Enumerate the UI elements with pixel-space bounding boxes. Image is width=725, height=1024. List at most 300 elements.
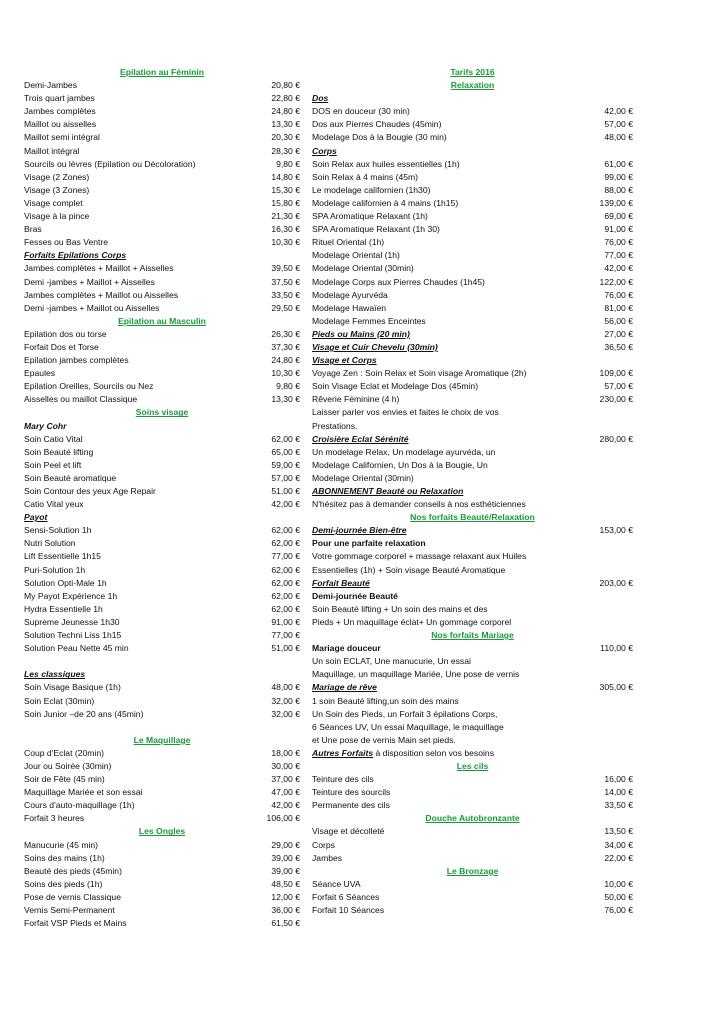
section-heading (24, 406, 300, 419)
price-row (24, 131, 300, 144)
service-price: 10,30 € (271, 368, 300, 379)
price-row (24, 380, 300, 393)
section-heading-text: Epilation au Masculin (118, 315, 206, 326)
section-heading-text: Le Maquillage (133, 734, 191, 745)
service-name: Visage et décolleté (312, 826, 385, 837)
service-name: Soin Visage Basique (1h) (24, 682, 121, 693)
price-row (24, 695, 300, 708)
service-price: 65,00 € (271, 446, 300, 457)
service-price: 33,50 € (604, 800, 633, 811)
service-name: Modelage Dos à la Bougie (30 min) (312, 132, 447, 143)
service-name: Essentielles (1h) + Soin visage Beauté Aromatique (312, 564, 506, 575)
price-row (312, 171, 633, 184)
service-price: 50,00 € (604, 891, 633, 902)
note-title: Autres Forfaits (312, 747, 374, 758)
service-name: Modelage Californien, Un Dos à la Bougie, Un (312, 459, 488, 470)
service-name: Séance UVA (312, 878, 361, 889)
service-price: 32,00 € (271, 708, 300, 719)
service-price: 62,00 € (271, 577, 300, 588)
price-row (312, 839, 633, 852)
price-row (312, 616, 633, 629)
service-name: Modelage Oriental (1h) (312, 250, 400, 261)
service-name: et Une pose de vernis Main set pieds. (312, 734, 456, 745)
service-price: 59,00 € (271, 459, 300, 470)
subsection-title-text: Pour une parfaite relaxation (312, 538, 426, 549)
price-row (312, 158, 633, 171)
service-name: Forfait 10 Séances (312, 905, 385, 915)
price-row (24, 197, 300, 210)
price-row (24, 262, 300, 275)
section-heading-text: Nos forfaits Mariage (431, 630, 514, 641)
section-heading (24, 315, 300, 328)
service-name: Beauté des pieds (45min) (24, 865, 122, 876)
price-row (24, 786, 300, 799)
service-name: Mariage douceur (312, 643, 381, 654)
price-row (312, 184, 633, 197)
service-price: 10,00 € (604, 878, 633, 889)
section-heading (24, 734, 300, 747)
price-row (24, 865, 300, 878)
service-price: 91,00 € (271, 616, 300, 627)
service-name: Jambes complètes (24, 106, 96, 117)
service-name: Soin Contour des yeux Age Repair (24, 486, 156, 496)
service-name: Manucurie (45 min) (24, 839, 99, 850)
service-name: Soin Catio Vital (24, 433, 83, 444)
service-name: Modelage Femmes Enceintes (312, 315, 426, 326)
service-name: Maillot ou aisselles (24, 119, 97, 130)
service-name: Soir de Fête (45 min) (24, 774, 105, 785)
service-name: Lift Essentielle 1h15 (24, 551, 101, 562)
service-name: Catio Vital yeux (24, 499, 84, 510)
price-row (24, 341, 300, 354)
price-row (312, 564, 633, 577)
service-name: Permanente des cils (312, 800, 390, 811)
price-row (312, 262, 633, 275)
service-name: Pose de vernis Classique (24, 891, 121, 902)
service-name: Croisière Eclat Sérénité (312, 433, 409, 444)
service-name: Soin Junior –de 20 ans (45min) (24, 708, 144, 719)
service-price: 16,00 € (604, 774, 633, 785)
price-row (24, 917, 300, 930)
service-name: Nutri Solution (24, 538, 76, 549)
price-row (312, 642, 633, 655)
price-row (312, 577, 633, 590)
service-price: 91,00 € (604, 224, 633, 235)
section-heading (312, 812, 633, 825)
service-name: Modelage Ayurvéda (312, 289, 388, 300)
service-price: 56,00 € (604, 315, 633, 326)
subsection-title-text: Les classiques (24, 669, 86, 680)
price-row (24, 289, 300, 302)
service-name: Modelage californien à 4 mains (1h15) (312, 197, 459, 208)
section-heading-text: Le Bronzage (446, 865, 499, 876)
left-price-column (24, 66, 300, 930)
service-name: Demi-Jambes (24, 80, 78, 91)
section-heading-text: Soins visage (135, 407, 189, 418)
price-row (24, 433, 300, 446)
service-name: Soin Visage Eclat et Modelage Dos (45min) (312, 381, 479, 392)
section-heading (312, 629, 633, 642)
service-name: Maillot semi intégral (24, 132, 100, 143)
price-row (312, 420, 633, 433)
section-heading-text: Les cils (456, 760, 489, 771)
service-price: 10,30 € (271, 237, 300, 248)
service-name: Trois quart jambes (24, 93, 95, 104)
service-price: 18,00 € (271, 747, 300, 758)
price-row (24, 276, 300, 289)
price-row (24, 210, 300, 223)
price-row (24, 354, 300, 367)
section-heading-text: Epilation au Féminin (119, 67, 205, 77)
subsection-title-text: Visage et Corps (312, 355, 377, 366)
service-price: 42,00 € (604, 106, 633, 117)
service-price: 26,30 € (271, 328, 300, 339)
subsection-title-text: Corps (312, 145, 337, 156)
service-name: Modelage Hawaïen (312, 302, 387, 313)
service-name: Soin Eclat (30min) (24, 695, 95, 706)
service-name: Un modelage Relax, Un modelage ayurvéda, un (312, 446, 496, 457)
service-price: 77,00 € (604, 250, 633, 261)
service-name: Coup d'Eclat (20min) (24, 747, 104, 758)
subsection-title (312, 590, 633, 603)
service-name: Bras (24, 224, 42, 235)
price-row (24, 485, 300, 498)
service-name: Maquillage, un maquillage Mariée, Une pose de vernis (312, 669, 520, 680)
service-price: 305,00 € (599, 682, 633, 693)
price-row (24, 747, 300, 760)
price-row (312, 105, 633, 118)
price-row (24, 118, 300, 131)
service-name: Corps (312, 839, 335, 850)
service-name: Un soin ECLAT, Une manucurie, Un essai (312, 656, 471, 667)
service-price: 88,00 € (604, 184, 633, 195)
service-price: 76,00 € (604, 905, 633, 915)
service-price: 16,30 € (271, 224, 300, 235)
price-row (24, 446, 300, 459)
price-row (312, 721, 633, 734)
service-price: 37,50 € (271, 276, 300, 287)
service-name: Fesses ou Bas Ventre (24, 237, 109, 248)
price-row (312, 708, 633, 721)
service-price: 99,00 € (604, 171, 633, 182)
subsection-title-text: Mary Cohr (24, 420, 67, 431)
price-row (24, 472, 300, 485)
service-price: 77,00 € (271, 630, 300, 641)
service-name: Visage (3 Zones) (24, 184, 90, 195)
price-row (24, 223, 300, 236)
service-price: 57,00 € (604, 381, 633, 392)
service-name: Le modelage californien (1h30) (312, 184, 431, 195)
service-name: Maquillage Mariée et son essai (24, 787, 143, 798)
service-price: 9,80 € (276, 381, 300, 392)
price-row (24, 708, 300, 721)
right-price-column (312, 66, 633, 917)
price-row (312, 524, 633, 537)
service-price: 139,00 € (599, 197, 633, 208)
section-heading (24, 825, 300, 838)
subsection-title-text: Payot (24, 512, 48, 523)
service-name: 6 Séances UV, Un essai Maquillage, le maquillage (312, 721, 504, 732)
service-name: Sensi-Solution 1h (24, 525, 92, 536)
service-name: Soin Beauté aromatique (24, 472, 117, 483)
price-row (24, 302, 300, 315)
price-row (24, 642, 300, 655)
service-price: 62,00 € (271, 590, 300, 601)
service-name: Prestations. (312, 420, 358, 431)
section-heading-text: Douche Autobronzante (425, 813, 520, 824)
service-name: Votre gommage corporel + massage relaxant aux Huiles (312, 551, 527, 562)
service-name: Dos aux Pierres Chaudes (45min) (312, 119, 442, 130)
service-price: 36,00 € (271, 905, 300, 915)
service-price: 48,00 € (604, 132, 633, 143)
service-name: Supreme Jeunesse 1h30 (24, 616, 120, 627)
price-row (24, 550, 300, 563)
service-price: 15,30 € (271, 184, 300, 195)
price-row (312, 550, 633, 563)
service-price: 24,80 € (271, 106, 300, 117)
service-name: Laisser parler vos envies et faites le choix de vos (312, 407, 499, 418)
price-row (312, 223, 633, 236)
service-name: Soin Beauté lifting + Un soin des mains et des (312, 603, 488, 614)
service-name: Visage et Cuir Chevelu (30min) (312, 341, 438, 352)
price-row (312, 904, 633, 917)
price-row (312, 799, 633, 812)
price-row (24, 590, 300, 603)
price-row (312, 668, 633, 681)
service-price: 62,00 € (271, 433, 300, 444)
service-price: 81,00 € (604, 302, 633, 313)
price-row (312, 118, 633, 131)
price-row (312, 825, 633, 838)
service-price: 110,00 € (600, 643, 633, 654)
service-name: Aisselles ou maillot Classique (24, 394, 138, 405)
price-row (24, 812, 300, 825)
subsection-title (24, 249, 300, 262)
service-name: Jour ou Soirée (30min) (24, 760, 112, 771)
service-name: Sourcils ou lèvres (Epilation ou Décoloration) (24, 158, 196, 169)
service-price: 62,00 € (271, 603, 300, 614)
service-price: 61,00 € (604, 158, 633, 169)
service-price: 37,00 € (271, 774, 300, 785)
service-price: 51,00 € (271, 643, 300, 654)
service-price: 69,00 € (604, 211, 633, 222)
price-row (312, 603, 633, 616)
price-row (24, 498, 300, 511)
price-row (312, 852, 633, 865)
service-name: Soins des pieds (1h) (24, 878, 103, 889)
service-price: 21,30 € (271, 211, 300, 222)
service-price: 39,00 € (271, 865, 300, 876)
service-name: Soin Beauté lifting (24, 446, 94, 457)
price-row (312, 459, 633, 472)
service-price: 122,00 € (599, 276, 633, 287)
service-price: 27,00 € (604, 328, 633, 339)
price-row (312, 236, 633, 249)
price-row (24, 393, 300, 406)
service-name: Jambes complètes + Maillot + Aisselles (24, 263, 174, 274)
subsection-title (24, 668, 300, 681)
blank-row (24, 721, 300, 734)
price-row (312, 393, 633, 406)
subsection-title-text: Demi-journée Beauté (312, 590, 398, 601)
price-row (24, 577, 300, 590)
service-name: Maillot intégral (24, 145, 80, 156)
service-name: Pieds + Un maquillage éclat+ Un gommage corporel (312, 616, 512, 627)
service-name: Solution Techni Liss 1h15 (24, 630, 122, 641)
service-name: Mariage de rêve (312, 682, 377, 693)
price-row (312, 276, 633, 289)
price-row (312, 315, 633, 328)
price-row (24, 629, 300, 642)
service-price: 109,00 € (599, 368, 633, 379)
subsection-title (312, 92, 633, 105)
service-price: 106,00 € (266, 813, 300, 824)
section-heading-text: Les Ongles (138, 826, 186, 837)
price-row (312, 197, 633, 210)
service-name: Forfait VSP Pieds et Mains (24, 918, 127, 929)
price-row (24, 158, 300, 171)
service-price: 13,50 € (604, 826, 633, 837)
service-price: 57,00 € (604, 119, 633, 130)
service-price: 20,30 € (271, 132, 300, 143)
service-name: Hydra Essentielle 1h (24, 603, 103, 614)
price-row (312, 681, 633, 694)
service-price: 12,00 € (271, 891, 300, 902)
price-row (312, 328, 633, 341)
service-name: Forfait 6 Séances (312, 891, 380, 902)
subsection-title-text: Forfaits Epilations Corps (24, 250, 127, 261)
service-price: 37,30 € (271, 341, 300, 352)
price-row (312, 341, 633, 354)
service-price: 32,00 € (271, 695, 300, 706)
price-row (24, 459, 300, 472)
note-body: à disposition selon vos besoins (373, 747, 494, 758)
section-heading-text: Nos forfaits Beauté/Relaxation (410, 512, 535, 523)
price-row (24, 564, 300, 577)
price-row (24, 760, 300, 773)
service-name: Visage à la pince (24, 211, 90, 222)
price-row (24, 603, 300, 616)
service-price: 48,00 € (271, 682, 300, 693)
service-price: 30,00 € (271, 760, 300, 771)
service-name: Pieds ou Mains (20 min) (312, 328, 410, 339)
price-row (24, 852, 300, 865)
service-price: 42,00 € (604, 263, 633, 274)
price-row (312, 655, 633, 668)
service-price: 76,00 € (604, 289, 633, 300)
price-row (312, 878, 633, 891)
price-row (312, 380, 633, 393)
service-name: Jambes (312, 852, 343, 863)
price-row (24, 904, 300, 917)
service-price: 20,80 € (271, 80, 300, 91)
service-name: Rêverie Féminine (4 h) (312, 394, 400, 405)
service-name: 1 soin Beauté lifting,un soin des mains (312, 695, 459, 706)
service-price: 22,80 € (271, 93, 300, 104)
subsection-title (312, 145, 633, 158)
service-name: Forfait 3 heures (24, 813, 85, 824)
price-row (312, 734, 633, 747)
service-name: Solution Opti-Male 1h (24, 577, 107, 588)
price-row (24, 681, 300, 694)
service-price: 9,80 € (276, 158, 300, 169)
price-row (24, 328, 300, 341)
service-name: Forfait Beauté (312, 577, 370, 588)
service-price: 62,00 € (271, 564, 300, 575)
service-price: 42,00 € (271, 499, 300, 510)
price-row (24, 105, 300, 118)
section-heading (312, 66, 633, 79)
price-row (312, 249, 633, 262)
service-name: Jambes complètes + Maillot ou Aisselles (24, 289, 179, 300)
service-price: 62,00 € (271, 538, 300, 549)
price-row (24, 891, 300, 904)
service-price: 15,80 € (271, 197, 300, 208)
price-row (312, 695, 633, 708)
price-row (312, 786, 633, 799)
service-name: Forfait Dos et Torse (24, 341, 99, 352)
price-row (24, 184, 300, 197)
price-row (24, 236, 300, 249)
service-price: 61,50 € (271, 918, 300, 929)
subsection-title (312, 354, 633, 367)
price-row (24, 92, 300, 105)
price-row (24, 145, 300, 158)
section-heading-text: Tarifs 2016 (450, 67, 495, 77)
service-name: N'hésitez pas à demander conseils à nos esthéticiennes (312, 499, 526, 510)
section-heading (312, 865, 633, 878)
price-row (24, 79, 300, 92)
service-price: 13,30 € (271, 119, 300, 130)
note-text (312, 747, 494, 760)
section-heading (312, 511, 633, 524)
note-row (312, 747, 633, 760)
price-row (24, 839, 300, 852)
price-row (312, 302, 633, 315)
service-name: Soin Peel et lift (24, 459, 82, 470)
service-price: 203,00 € (599, 577, 633, 588)
service-price: 33,50 € (271, 289, 300, 300)
service-price: 29,50 € (271, 302, 300, 313)
service-price: 28,30 € (271, 145, 300, 156)
service-price: 36,50 € (604, 341, 633, 352)
service-price: 13,30 € (271, 394, 300, 405)
service-name: My Payot Expérience 1h (24, 590, 118, 601)
price-row (24, 773, 300, 786)
price-row (312, 446, 633, 459)
service-name: SPA Aromatique Relaxant (1h 30) (312, 224, 440, 235)
price-row (24, 799, 300, 812)
service-name: Vernis Semi-Permanent (24, 905, 115, 915)
price-row (24, 616, 300, 629)
service-name: Voyage Zen : Soin Relax et Soin visage Aromatique (2h) (312, 368, 527, 379)
service-name: Visage (2 Zones) (24, 171, 90, 182)
subsection-title-text: Dos (312, 93, 329, 104)
service-price: 14,00 € (604, 787, 633, 798)
service-name: Demi -jambes + Maillot + Aisselles (24, 276, 155, 287)
section-heading (312, 79, 633, 92)
blank-row (24, 655, 300, 668)
price-row (312, 773, 633, 786)
subsection-title (312, 485, 633, 498)
service-name: Epilation jambes complètes (24, 355, 129, 366)
section-heading-text: Relaxation (450, 80, 495, 91)
service-price: 48,50 € (271, 878, 300, 889)
service-price: 14,80 € (271, 171, 300, 182)
service-price: 76,00 € (604, 237, 633, 248)
section-heading (24, 66, 300, 79)
service-name: SPA Aromatique Relaxant (1h) (312, 211, 428, 222)
